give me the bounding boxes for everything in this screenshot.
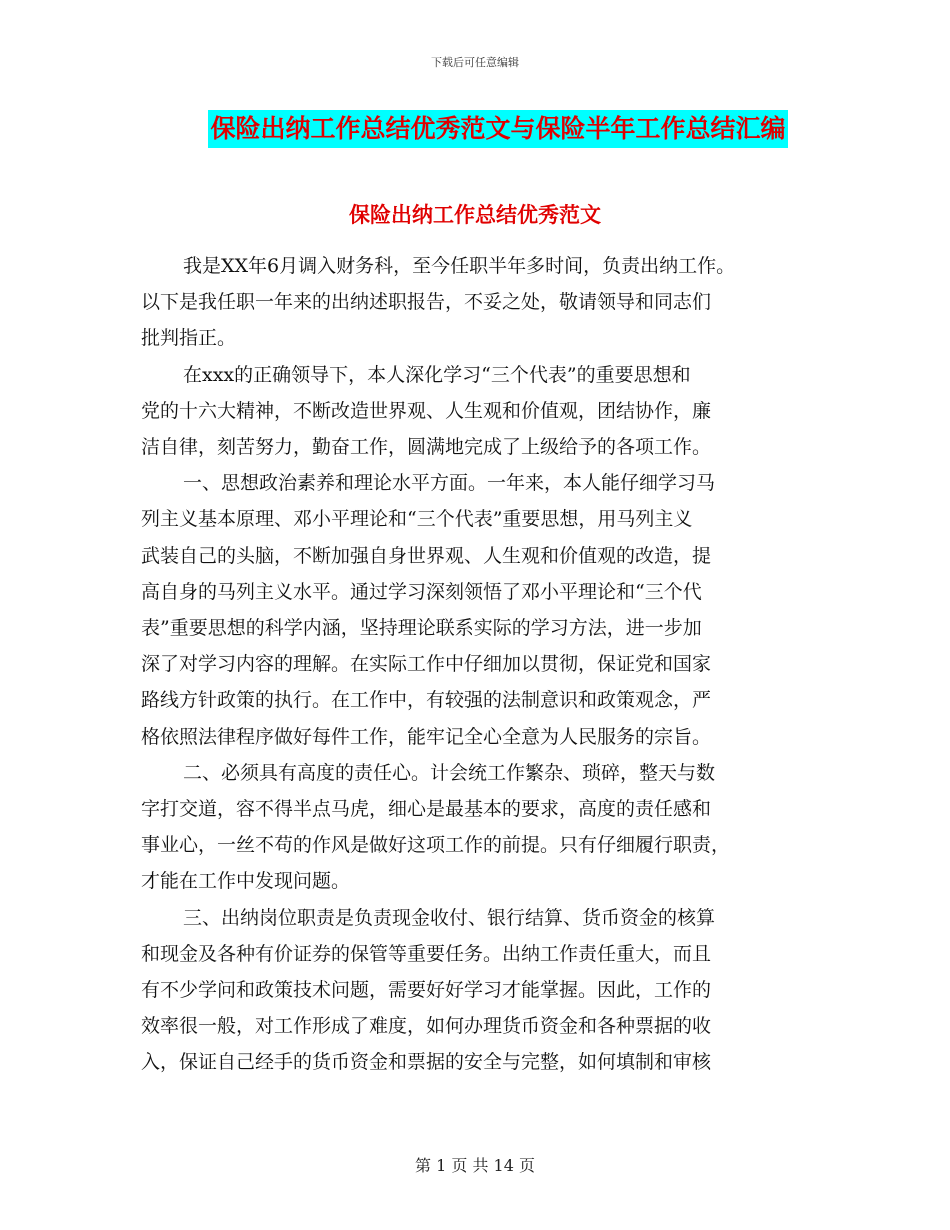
paragraph [141, 900, 821, 1081]
main-title-container [0, 110, 950, 148]
text-line: 我是XX年6月调入财务科，至今任职半年多时间，负责出纳工作。 [183, 255, 736, 277]
page-number-footer: 第 1 页 共 14 页 [415, 1156, 535, 1175]
main-title: 保险出纳工作总结优秀范文与保险半年工作总结汇编 [208, 110, 787, 148]
text-line: 党的十六大精神，不断改造世界观、人生观和价值观，团结协作，廉 [141, 399, 712, 422]
text-line: 和现金及各种有价证券的保管等重要任务。出纳工作责任重大，而且 [141, 942, 712, 965]
text-line: 格依照法律程序做好每件工作，能牢记全心全意为人民服务的宗旨。 [141, 725, 712, 748]
text-line: 入，保证自己经手的货币资金和票据的安全与完整，如何填制和审核 [141, 1051, 712, 1074]
text-line: 洁自律，刻苦努力，勤奋工作，圆满地完成了上级给予的各项工作。 [141, 436, 712, 459]
text-line: 事业心，一丝不苟的作风是做好这项工作的前提。只有仔细履行职责， [141, 834, 731, 857]
text-line: 效率很一般，对工作形成了难度，如何办理货币资金和各种票据的收 [141, 1015, 712, 1038]
text-line: 在xxx的正确领导下，本人深化学习“三个代表”的重要思想和 [183, 363, 691, 386]
text-line: 武装自己的头脑，不断加强自身世界观、人生观和价值观的改造，提 [141, 544, 712, 567]
section-title: 保险出纳工作总结优秀范文 [349, 203, 601, 227]
text-line: 路线方针政策的执行。在工作中，有较强的法制意识和政策观念，严 [141, 689, 712, 712]
paragraph [141, 248, 821, 357]
text-line: 字打交道，容不得半点马虎，细心是最基本的要求，高度的责任感和 [141, 798, 712, 821]
text-line: 以下是我任职一年来的出纳述职报告，不妥之处，敬请领导和同志们 [141, 291, 712, 314]
text-line: 批判指正。 [141, 327, 237, 350]
paragraph [141, 465, 821, 755]
document-body [141, 248, 821, 1081]
text-line: 高自身的马列主义水平。通过学习深刻领悟了邓小平理论和“三个代 [141, 580, 702, 603]
text-line: 深了对学习内容的理解。在实际工作中仔细加以贯彻，保证党和国家 [141, 653, 712, 676]
text-line: 三、出纳岗位职责是负责现金收付、银行结算、货币资金的核算 [183, 906, 716, 929]
text-line: 有不少学问和政策技术问题，需要好好学习才能掌握。因此，工作的 [141, 979, 712, 1002]
paragraph [141, 755, 821, 900]
text-line: 表”重要思想的科学内涵，坚持理论联系实际的学习方法，进一步加 [141, 617, 702, 640]
text-line: 才能在工作中发现问题。 [141, 870, 351, 893]
paragraph [141, 357, 821, 466]
text-line: 二、必须具有高度的责任心。计会统工作繁杂、琐碎，整天与数 [183, 761, 716, 784]
text-line: 列主义基本原理、邓小平理论和“三个代表”重要思想，用马列主义 [141, 508, 693, 531]
page-header-note: 下载后可任意编辑 [431, 56, 519, 69]
text-line: 一、思想政治素养和理论水平方面。一年来，本人能仔细学习马 [183, 472, 716, 495]
